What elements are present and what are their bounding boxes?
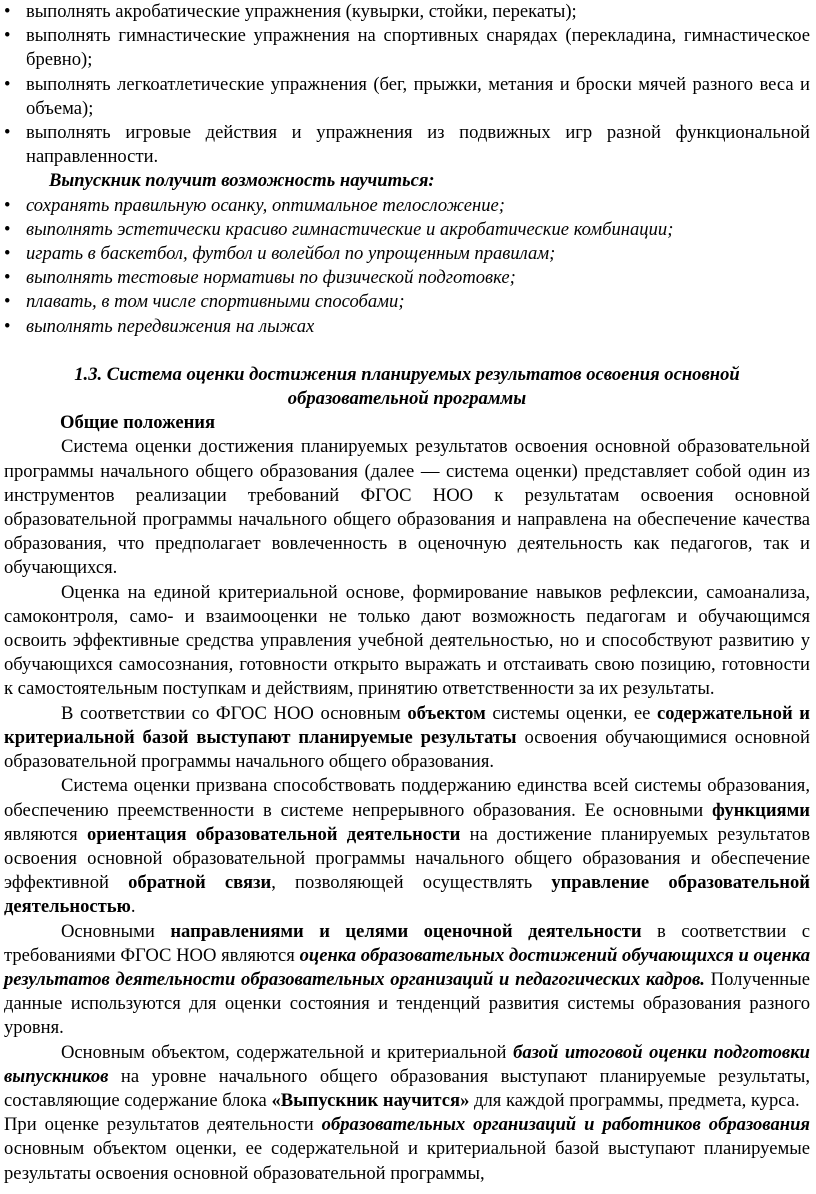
paragraph-1: Система оценки достижения планируемых результатов освоения основной образовательной программы начального общего образования (далее — система оценки) представляет собой один из инструментов реализации требований ФГОС НОО к результатам освоения основной образовательной программы начального общего образования и направлена на обеспечение качества образования, что предполагает вовлеченность в оценочную деятельность как педагогов, так и обучающихся. — [4, 436, 810, 579]
bold-run: функциями — [712, 799, 810, 821]
bold-run: управление образовательной деятельностью — [4, 872, 810, 918]
text-run: При оценке результатов деятельности — [4, 1114, 322, 1136]
list-item: • выполнять тестовые нормативы по физической подготовке; — [4, 266, 810, 290]
text-run: Система оценки призвана способствовать поддержанию единства всей системы образования, обеспечению преемственности в системе непрерывного образования. Ее основными — [4, 775, 810, 821]
paragraph-7 — [4, 1113, 810, 1186]
text-run: . — [130, 896, 136, 918]
general-heading: Общие положения — [60, 412, 216, 434]
text-run: в соответствии с требованиями ФГОС НОО являются — [4, 920, 810, 966]
paragraph-3 — [4, 702, 810, 775]
paragraph-4 — [4, 774, 810, 919]
text-run: В соответствии со ФГОС НОО основным — [61, 702, 408, 724]
bold-run: направлениями и целями оценочной деятельности — [170, 920, 642, 942]
text-run: , позволяющей осуществлять — [271, 872, 552, 894]
bold-run: объектом — [407, 702, 486, 724]
list-item: • выполнять легкоатлетические упражнения (бег, прыжки, метания и броски мячей разного веса и объема); — [4, 73, 810, 121]
text-run: для каждой программы, предмета, курса. — [469, 1089, 800, 1111]
text-run: на уровне начального общего образования выступают планируемые результаты, составляющие содержание блока — [4, 1065, 810, 1111]
list-item: • выполнять акробатические упражнения (кувырки, стойки, перекаты); — [4, 0, 810, 24]
text-run: Основными — [61, 920, 171, 942]
text-run: Полученные данные используются для оценки состояния и тенденций развития системы образования разного уровня. — [4, 968, 810, 1039]
list-item: • выполнять эстетически красиво гимнастические и акробатические комбинации; — [4, 218, 810, 242]
bold-italic-run: базой итоговой оценки подготовки выпускников — [4, 1041, 810, 1087]
bold-run: обратной связи — [128, 872, 272, 894]
list-item: • выполнять гимнастические упражнения на спортивных снарядах (перекладина, гимнастическое бревно); — [4, 24, 810, 72]
text-run: основным объектом оценки, ее содержательной и критериальной базой выступают планируемые результаты освоения основной образовательной программы, — [4, 1138, 810, 1184]
bold-run: «Выпускник научится» — [271, 1089, 470, 1111]
text-run: освоения обучающимися основной образовательной программы начального общего образования. — [4, 726, 810, 773]
list-item: • выполнять передвижения на лыжах — [4, 315, 810, 339]
skills-list — [4, 0, 810, 169]
opportunity-heading: Выпускник получит возможность научиться: — [49, 170, 435, 192]
text-run: Основным объектом, содержательной и критериальной — [61, 1041, 514, 1063]
text-run: системы оценки, ее — [485, 702, 657, 724]
list-item: • играть в баскетбол, футбол и волейбол по упрощенным правилам; — [4, 242, 810, 266]
list-item: • сохранять правильную осанку, оптимальное телосложение; — [4, 194, 810, 218]
text-run: являются — [4, 823, 88, 845]
opportunity-list — [4, 194, 810, 339]
bold-run: содержательной и критериальной базой выступают планируемые результаты — [4, 702, 810, 748]
bold-italic-run: образовательных организаций и работников образования — [321, 1114, 810, 1136]
bold-run: ориентация образовательной деятельности — [87, 823, 461, 845]
section-title: 1.3. Система оценки достижения планируемых результатов освоения основной образовательной программы — [74, 363, 740, 410]
paragraph-6 — [4, 1041, 810, 1114]
paragraph-2: Оценка на единой критериальной основе, формирование навыков рефлексии, самоанализа, самоконтроля, само- и взаимооценки не только дают возможность педагогам и обучающимся освоить эффективные средства управления учебной деятельностью, но и способствуют развитию у обучающихся самосознания, готовности открыто выражать и отстаивать свою позицию, готовности к самостоятельным поступкам и действиям, принятию ответственности за их результаты. — [4, 581, 810, 700]
list-item: • плавать, в том числе спортивными способами; — [4, 290, 810, 314]
paragraph-5 — [4, 920, 810, 1041]
bold-italic-run: и оценка результатов деятельности образовательных организаций и педагогических кадров. — [4, 944, 810, 990]
text-run: на достижение планируемых результатов освоения основной образовательной программы начального общего образования и обеспечение эффективной — [4, 823, 810, 894]
list-item: • выполнять игровые действия и упражнения из подвижных игр разной функциональной направленности. — [4, 121, 810, 169]
bold-italic-run: оценка образовательных достижений обучающихся — [299, 944, 734, 966]
